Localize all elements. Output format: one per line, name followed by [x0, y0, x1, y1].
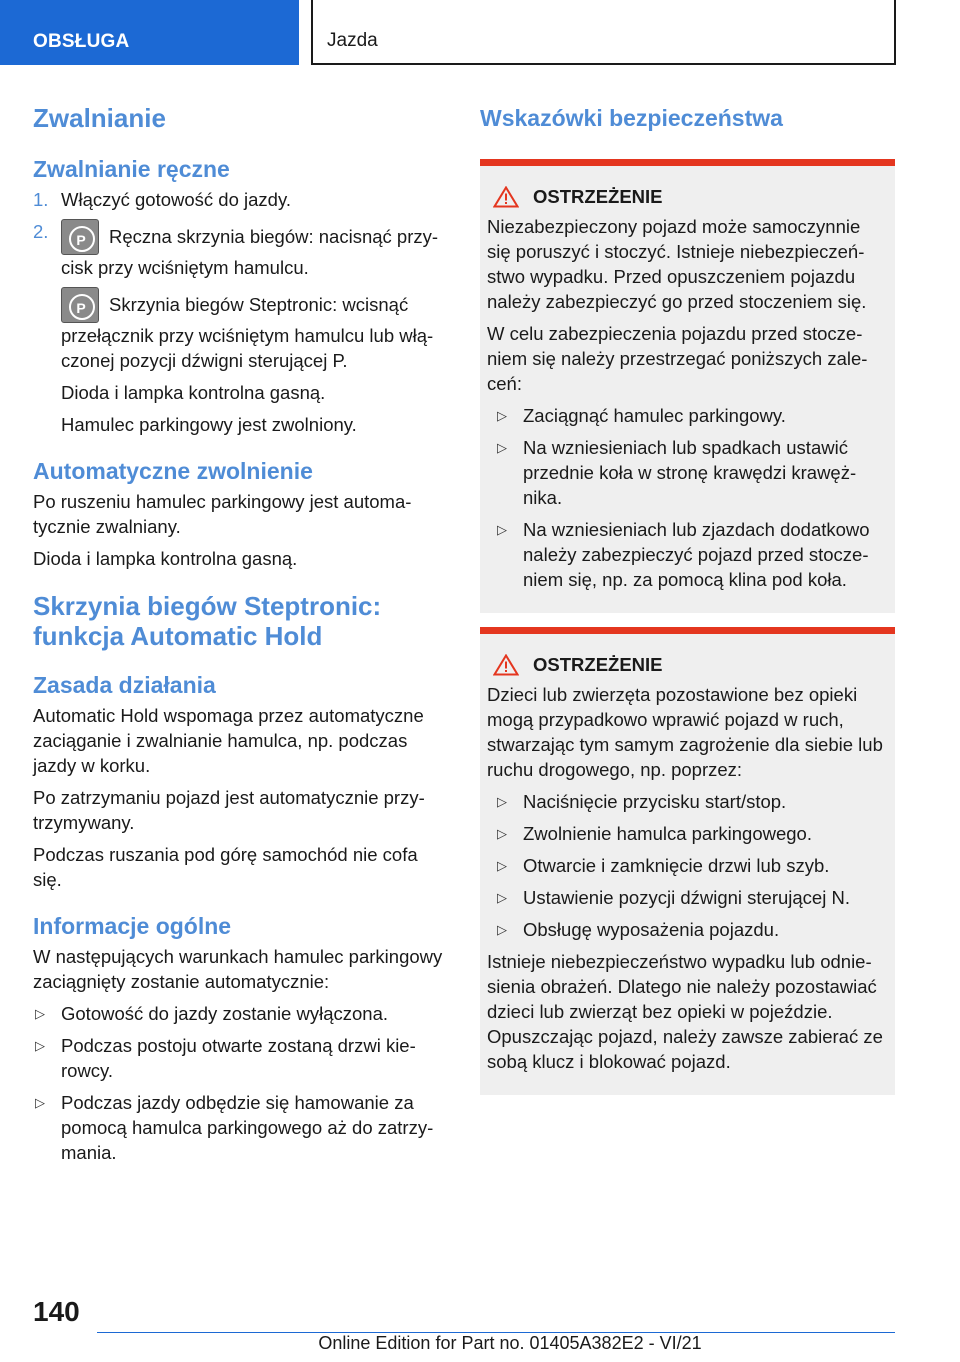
- list-item: 2. P Ręczna skrzynia biegów: nacisnąć przycisk przy wciśniętym hamulcu.: [33, 219, 447, 280]
- manual-release-steps: [33, 187, 447, 280]
- step-1-text: Włączyć gotowość do jazdy.: [61, 189, 291, 210]
- list-item: ▷ Gotowość do jazdy zostanie wyłączona.: [35, 1003, 389, 1024]
- heading-manual-release: Zwalnianie ręczne: [33, 156, 230, 182]
- principle-text-2: Po zatrzymaniu pojazd jest automatycznie przytrzymywany.: [33, 787, 425, 833]
- triangle-bullet-icon: ▷: [497, 826, 507, 841]
- triangle-bullet-icon: ▷: [497, 858, 507, 873]
- list-item: ▷ Zaciągnąć hamulec parkingowy.: [497, 405, 786, 426]
- left-column: [33, 100, 447, 1172]
- list-item: 1. Włączyć gotowość do jazdy.: [33, 187, 447, 212]
- warning2-text-2: Istnieje niebezpieczeństwo wypadku lub odniesienia obrażeń. Dlatego nie należy pozostawiać dzieci lub zwierząt bez opieki w pojeździe. Opuszczając pojazd, należy zawsze zabierać ze sobą klucz i blokować pojazd.: [487, 951, 883, 1072]
- triangle-bullet-icon: ▷: [497, 890, 507, 905]
- principle-text-3: Podczas ruszania pod górę samochód nie cofa się.: [33, 844, 418, 890]
- parking-brake-button-icon: [61, 287, 99, 323]
- warning-box-rolling: [480, 159, 895, 613]
- warning-triangle-icon: [493, 186, 519, 208]
- manual-note-led: Dioda i lampka kontrolna gasną.: [61, 382, 326, 403]
- manual-note-released: Hamulec parkingowy jest zwolniony.: [61, 414, 357, 435]
- auto-release-text-2: Dioda i lampka kontrolna gasną.: [33, 548, 298, 569]
- general-conditions-list: [33, 1001, 447, 1165]
- heading-general-info: Informacje ogólne: [33, 913, 232, 939]
- list-item: ▷ Podczas postoju otwarte zostaną drzwi kierowcy.: [35, 1035, 416, 1081]
- principle-text-1: Automatic Hold wspomaga przez automatyczne zaciąganie i zwalnianie hamulca, np. podczas jazdy w korku.: [33, 705, 424, 776]
- step-2-steptronic-text: Skrzynia biegów Steptronic: wcisnąć przełącznik przy wciśniętym hamulcu lub włączonej pozycji dźwigni sterującej P.: [61, 294, 434, 371]
- warning-label: OSTRZEŻENIE: [533, 654, 663, 675]
- triangle-bullet-icon: ▷: [497, 522, 507, 537]
- title-release: Zwalnianie: [33, 103, 166, 133]
- list-item: ▷ Na wzniesieniach lub spadkach ustawić przednie koła w stronę krawędzi krawężnika.: [497, 437, 857, 508]
- list-item: ▷ Otwarcie i zamknięcie drzwi lub szyb.: [497, 855, 830, 876]
- list-item: ▷ Naciśnięcie przycisku start/stop.: [497, 791, 787, 812]
- warning-title: [487, 186, 888, 208]
- list-item: ▷ Ustawienie pozycji dźwigni sterującej N.: [497, 887, 850, 908]
- warning-title: [487, 654, 888, 676]
- warning-box-children: [480, 627, 895, 1095]
- right-column: [480, 100, 895, 1109]
- triangle-bullet-icon: ▷: [35, 1006, 45, 1021]
- warning1-list: [487, 403, 888, 592]
- heading-principle: Zasada działania: [33, 672, 216, 698]
- list-item: ▷ Zwolnienie hamulca parkingowego.: [497, 823, 812, 844]
- list-item: ▷ Obsługę wyposażenia pojazdu.: [497, 919, 780, 940]
- title-steptronic-automatic-hold: Skrzynia biegów Steptronic: funkcja Automatic Hold: [33, 591, 382, 651]
- warning-label: OSTRZEŻENIE: [533, 186, 663, 207]
- warning-triangle-icon: [493, 654, 519, 676]
- auto-release-text-1: Po ruszeniu hamulec parkingowy jest automatycznie zwalniany.: [33, 491, 412, 537]
- parking-brake-button-icon: [61, 219, 99, 255]
- triangle-bullet-icon: ▷: [497, 408, 507, 423]
- header-chapter-title: Jazda: [311, 0, 896, 65]
- triangle-bullet-icon: ▷: [497, 794, 507, 809]
- warning1-text-2: W celu zabezpieczenia pojazdu przed stoczeniem się należy przestrzegać poniższych zaleceń:: [487, 323, 868, 394]
- warning1-text-1: Niezabezpieczony pojazd może samoczynnie się poruszyć i stoczyć. Istnieje niebezpieczeństwo wypadku. Przed opuszczeniem pojazdu należy zabezpieczyć go przed stoczeniem się.: [487, 216, 867, 312]
- footer-edition: Online Edition for Part no. 01405A382E2 - VI/21: [318, 1333, 702, 1353]
- step-2-text: Ręczna skrzynia biegów: nacisnąć przycisk przy wciśniętym hamulcu.: [61, 226, 439, 278]
- triangle-bullet-icon: ▷: [35, 1095, 45, 1110]
- triangle-bullet-icon: ▷: [35, 1038, 45, 1053]
- heading-safety-notes: Wskazówki bezpieczeństwa: [480, 105, 783, 131]
- warning2-list: [487, 789, 888, 942]
- heading-automatic-release: Automatyczne zwolnienie: [33, 458, 313, 484]
- general-intro-text: W następujących warunkach hamulec parkingowy zaciągnięty zostanie automatycznie:: [33, 946, 443, 992]
- list-item: ▷ Na wzniesieniach lub zjazdach dodatkowo należy zabezpieczyć pojazd przed stoczeniem się, np. za pomocą klina pod koła.: [497, 519, 870, 590]
- list-item: ▷ Podczas jazdy odbędzie się hamowanie za pomocą hamulca parkingowego aż do zatrzymania.: [35, 1092, 434, 1163]
- triangle-bullet-icon: ▷: [497, 440, 507, 455]
- warning2-text-1: Dzieci lub zwierzęta pozostawione bez opieki mogą przypadkowo wprawić pojazd w ruch, stwarzając tym samym zagrożenie dla siebie lub ruchu drogowego, np. poprzez:: [487, 684, 883, 780]
- header-section-tab: OBSŁUGA: [0, 0, 299, 65]
- page-number: 140: [33, 1296, 80, 1327]
- manual-release-continuation: [33, 287, 447, 437]
- triangle-bullet-icon: ▷: [497, 922, 507, 937]
